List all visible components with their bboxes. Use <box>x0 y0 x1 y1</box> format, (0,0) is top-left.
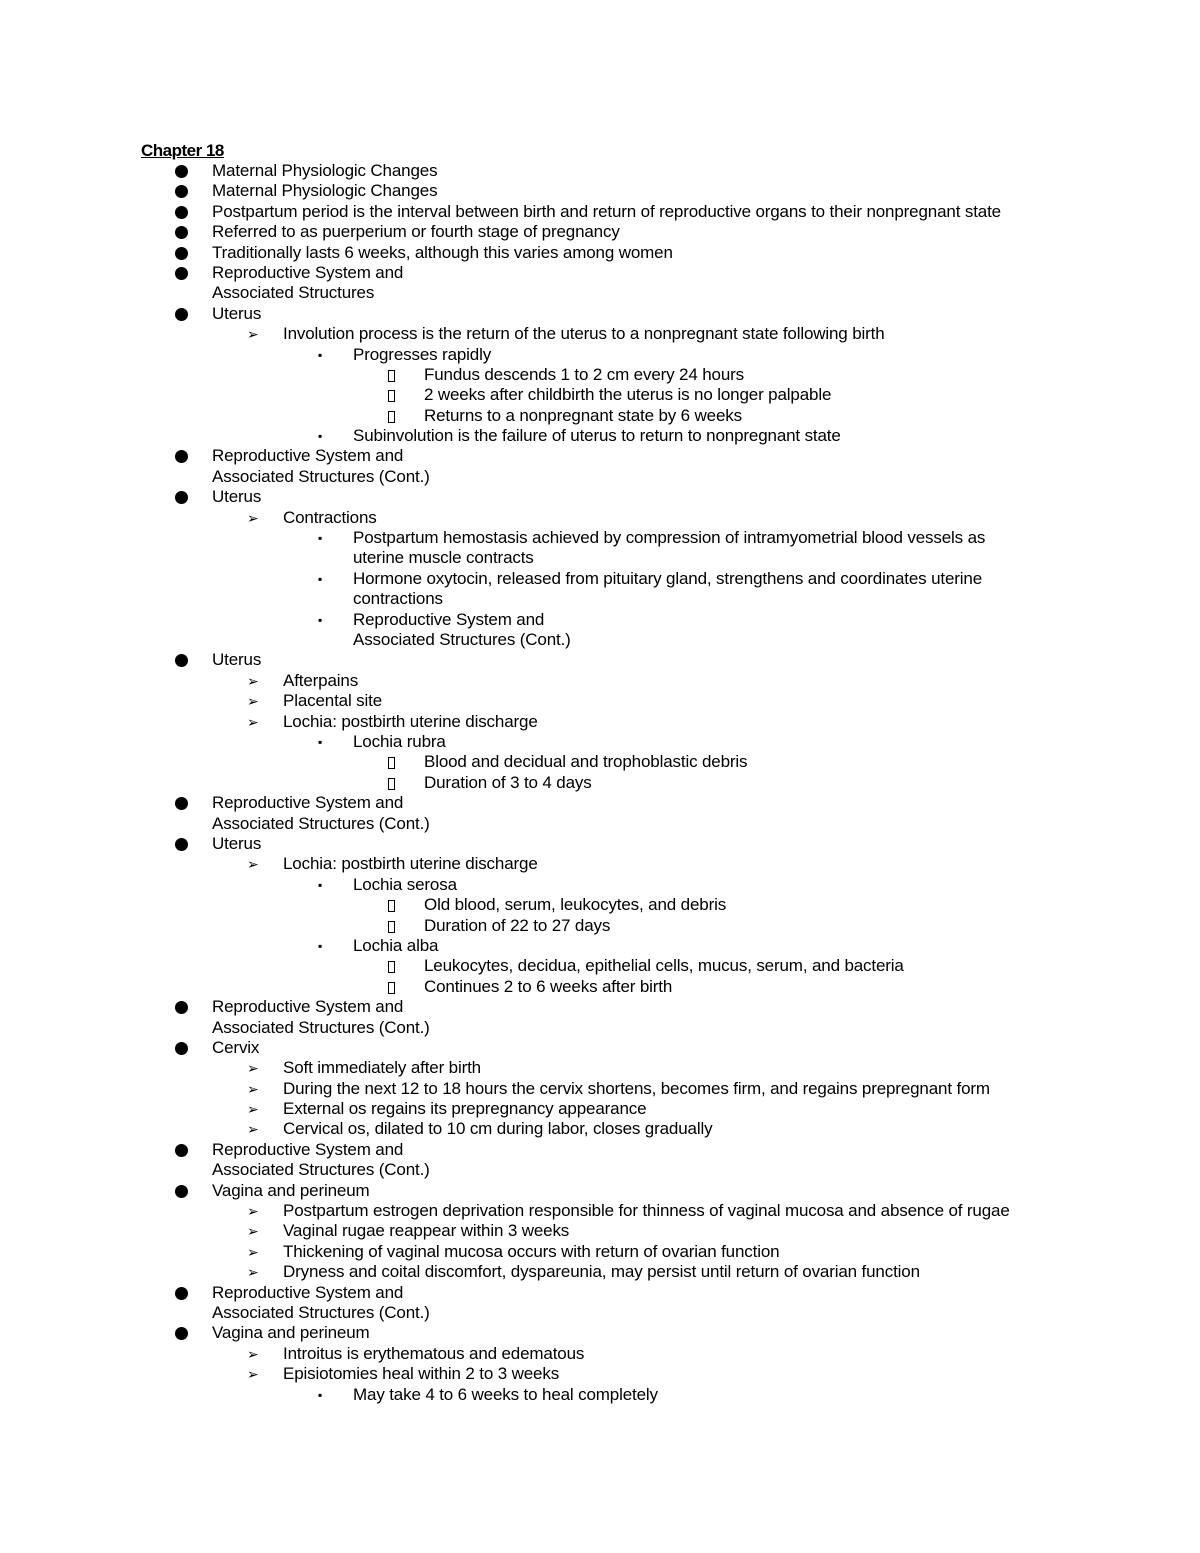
outline-item <box>0 385 1200 405</box>
box-bullet-icon <box>388 961 395 973</box>
box-bullet-icon <box>388 757 395 769</box>
outline-item-text: 2 weeks after childbirth the uterus is no longer palpable <box>424 385 832 405</box>
outline-item <box>0 426 1200 446</box>
outline-item <box>0 1058 1200 1078</box>
outline-item <box>0 263 1200 304</box>
box-bullet-icon <box>388 390 395 402</box>
outline-item-text: Lochia: postbirth uterine discharge <box>283 854 538 874</box>
outline-item-text: Reproductive System and Associated Structures (Cont.) <box>212 1139 430 1180</box>
outline-item-text: Vaginal rugae reappear within 3 weeks <box>283 1221 570 1241</box>
outline-item <box>0 1038 1200 1058</box>
outline-item <box>0 1385 1200 1405</box>
outline-item-text: Uterus <box>212 833 262 853</box>
outline-item-text: Vagina and perineum <box>212 1180 370 1200</box>
outline-item-text: Lochia serosa <box>353 874 457 894</box>
filled-circle-bullet-icon <box>175 1001 188 1014</box>
outline-item <box>0 1201 1200 1221</box>
outline-item <box>0 875 1200 895</box>
outline-item <box>0 854 1200 874</box>
outline-item <box>0 1099 1200 1119</box>
outline-item-text: During the next 12 to 18 hours the cervix shortens, becomes firm, and regains prepregnant form <box>283 1078 990 1098</box>
filled-circle-bullet-icon <box>175 1185 188 1198</box>
square-bullet-icon: ▪ <box>318 429 323 444</box>
outline-item <box>0 936 1200 956</box>
outline-item-text: Afterpains <box>283 670 359 690</box>
arrow-bullet-icon: ➢ <box>247 1366 259 1383</box>
outline-item <box>0 895 1200 915</box>
outline-item-text: Cervix <box>212 1037 260 1057</box>
outline-item-text: Postpartum estrogen deprivation responsible for thinness of vaginal mucosa and absence of rugae <box>283 1201 1010 1221</box>
outline-item-text: Fundus descends 1 to 2 cm every 24 hours <box>424 364 745 384</box>
filled-circle-bullet-icon <box>175 491 188 504</box>
box-bullet-icon <box>388 411 395 423</box>
outline-item <box>0 610 1200 651</box>
outline-item <box>0 569 1200 610</box>
outline-item-text: Hormone oxytocin, released from pituitary gland, strengthens and coordinates uterine contractions <box>353 568 983 609</box>
arrow-bullet-icon: ➢ <box>247 1121 259 1138</box>
filled-circle-bullet-icon <box>175 165 188 178</box>
box-bullet-icon <box>388 921 395 933</box>
arrow-bullet-icon: ➢ <box>247 326 259 343</box>
outline-item-text: Leukocytes, decidua, epithelial cells, mucus, serum, and bacteria <box>424 956 904 976</box>
outline-item-text: Blood and decidual and trophoblastic debris <box>424 752 748 772</box>
outline-item <box>0 365 1200 385</box>
outline-item <box>0 691 1200 711</box>
outline-item <box>0 1181 1200 1201</box>
outline-item-text: Reproductive System and Associated Structures (Cont.) <box>353 609 571 650</box>
filled-circle-bullet-icon <box>175 247 188 260</box>
outline-item <box>0 304 1200 324</box>
outline-item-text: Maternal Physiologic Changes <box>212 181 438 201</box>
outline-item <box>0 916 1200 936</box>
filled-circle-bullet-icon <box>175 1042 188 1055</box>
outline-item-text: Uterus <box>212 487 262 507</box>
outline-item-text: Returns to a nonpregnant state by 6 weeks <box>424 405 742 425</box>
outline-item <box>0 1344 1200 1364</box>
arrow-bullet-icon: ➢ <box>247 693 259 710</box>
chapter-title: Chapter 18 <box>141 141 224 160</box>
outline-item <box>0 650 1200 670</box>
square-bullet-icon: ▪ <box>318 571 323 586</box>
outline-item <box>0 956 1200 976</box>
filled-circle-bullet-icon <box>175 206 188 219</box>
outline-item <box>0 222 1200 242</box>
outline-item-text: Episiotomies heal within 2 to 3 weeks <box>283 1364 560 1384</box>
arrow-bullet-icon: ➢ <box>247 672 259 689</box>
outline-item-text: Dryness and coital discomfort, dyspareunia, may persist until return of ovarian function <box>283 1262 920 1282</box>
outline-item-text: Reproductive System and Associated Structures (Cont.) <box>212 446 430 486</box>
outline-item-text: Placental site <box>283 691 383 711</box>
outline-item <box>0 752 1200 772</box>
outline-item-text: Contractions <box>283 507 377 527</box>
arrow-bullet-icon: ➢ <box>247 509 259 526</box>
outline-item <box>0 1221 1200 1241</box>
arrow-bullet-icon: ➢ <box>247 1203 259 1220</box>
outline-item <box>0 1079 1200 1099</box>
filled-circle-bullet-icon <box>175 1144 188 1157</box>
box-bullet-icon <box>388 778 395 790</box>
outline-item-text: Old blood, serum, leukocytes, and debris <box>424 895 727 915</box>
square-bullet-icon: ▪ <box>318 531 323 546</box>
square-bullet-icon: ▪ <box>318 938 323 953</box>
outline-item-text: Uterus <box>212 303 262 323</box>
outline-item <box>0 732 1200 752</box>
outline-item-text: Involution process is the return of the uterus to a nonpregnant state following birth <box>283 324 885 344</box>
outline-item <box>0 161 1200 181</box>
outline-item <box>0 773 1200 793</box>
bullet-outline <box>0 161 1200 1405</box>
box-bullet-icon <box>388 982 395 994</box>
outline-item-text: Duration of 3 to 4 days <box>424 772 592 792</box>
outline-item-text: Traditionally lasts 6 weeks, although this varies among women <box>212 242 673 262</box>
outline-item <box>0 345 1200 365</box>
outline-item <box>0 528 1200 569</box>
arrow-bullet-icon: ➢ <box>247 713 259 730</box>
arrow-bullet-icon: ➢ <box>247 1080 259 1097</box>
outline-item-text: Continues 2 to 6 weeks after birth <box>424 976 673 996</box>
filled-circle-bullet-icon <box>175 654 188 667</box>
box-bullet-icon <box>388 370 395 382</box>
filled-circle-bullet-icon <box>175 1287 188 1300</box>
outline-item <box>0 712 1200 732</box>
outline-item-text: Maternal Physiologic Changes <box>212 161 438 180</box>
outline-item-text: Duration of 22 to 27 days <box>424 915 611 935</box>
outline-item <box>0 997 1200 1038</box>
outline-item-text: Reproductive System and Associated Structures <box>212 262 404 303</box>
outline-item <box>0 1262 1200 1282</box>
outline-item-text: Reproductive System and Associated Structures (Cont.) <box>212 997 430 1037</box>
outline-item <box>0 793 1200 834</box>
filled-circle-bullet-icon <box>175 185 188 198</box>
outline-item-text: Soft immediately after birth <box>283 1058 481 1078</box>
outline-item <box>0 1140 1200 1181</box>
outline-item-text: External os regains its prepregnancy appearance <box>283 1099 647 1119</box>
outline-item-text: Uterus <box>212 650 262 670</box>
filled-circle-bullet-icon <box>175 1327 188 1340</box>
arrow-bullet-icon: ➢ <box>247 1264 259 1281</box>
arrow-bullet-icon: ➢ <box>247 1101 259 1118</box>
arrow-bullet-icon: ➢ <box>247 856 259 873</box>
outline-item <box>0 508 1200 528</box>
square-bullet-icon: ▪ <box>318 877 323 892</box>
outline-item-text: Lochia: postbirth uterine discharge <box>283 711 538 731</box>
outline-item <box>0 1242 1200 1262</box>
outline-item-text: May take 4 to 6 weeks to heal completely <box>353 1384 658 1404</box>
outline-item-text: Subinvolution is the failure of uterus to return to nonpregnant state <box>353 426 841 446</box>
arrow-bullet-icon: ➢ <box>247 1060 259 1077</box>
outline-item-text: Postpartum period is the interval between birth and return of reproductive organs to their nonpregnant state <box>212 201 1001 221</box>
outline-item-text: Introitus is erythematous and edematous <box>283 1343 585 1363</box>
square-bullet-icon: ▪ <box>318 612 323 627</box>
square-bullet-icon: ▪ <box>318 1387 323 1402</box>
outline-item-text: Progresses rapidly <box>353 344 492 364</box>
outline-item-text: Thickening of vaginal mucosa occurs with return of ovarian function <box>283 1241 780 1261</box>
arrow-bullet-icon: ➢ <box>247 1345 259 1362</box>
outline-item <box>0 1283 1200 1324</box>
outline-item <box>0 446 1200 487</box>
outline-item-text: Lochia alba <box>353 935 439 955</box>
outline-item <box>0 1323 1200 1343</box>
outline-item <box>0 1364 1200 1384</box>
filled-circle-bullet-icon <box>175 797 188 810</box>
outline-item <box>0 1119 1200 1139</box>
outline-item <box>0 181 1200 201</box>
outline-item <box>0 487 1200 507</box>
outline-item-text: Lochia rubra <box>353 732 446 752</box>
arrow-bullet-icon: ➢ <box>247 1243 259 1260</box>
outline-item-text: Cervical os, dilated to 10 cm during labor, closes gradually <box>283 1119 713 1139</box>
square-bullet-icon: ▪ <box>318 347 323 362</box>
outline-item-text: Postpartum hemostasis achieved by compression of intramyometrial blood vessels as uterine muscle contracts <box>353 528 986 568</box>
filled-circle-bullet-icon <box>175 308 188 321</box>
outline-item-text: Vagina and perineum <box>212 1323 370 1343</box>
outline-item <box>0 324 1200 344</box>
outline-item <box>0 834 1200 854</box>
square-bullet-icon: ▪ <box>318 735 323 750</box>
outline-item <box>0 671 1200 691</box>
outline-item-text: Reproductive System and Associated Structures (Cont.) <box>212 1282 430 1323</box>
filled-circle-bullet-icon <box>175 450 188 463</box>
filled-circle-bullet-icon <box>175 838 188 851</box>
filled-circle-bullet-icon <box>175 267 188 280</box>
outline-item-text: Referred to as puerperium or fourth stage of pregnancy <box>212 222 620 242</box>
outline-item <box>0 406 1200 426</box>
outline-item <box>0 243 1200 263</box>
box-bullet-icon <box>388 900 395 912</box>
outline-item <box>0 977 1200 997</box>
outline-item-text: Reproductive System and Associated Structures (Cont.) <box>212 793 430 833</box>
arrow-bullet-icon: ➢ <box>247 1223 259 1240</box>
filled-circle-bullet-icon <box>175 226 188 239</box>
outline-item <box>0 202 1200 222</box>
